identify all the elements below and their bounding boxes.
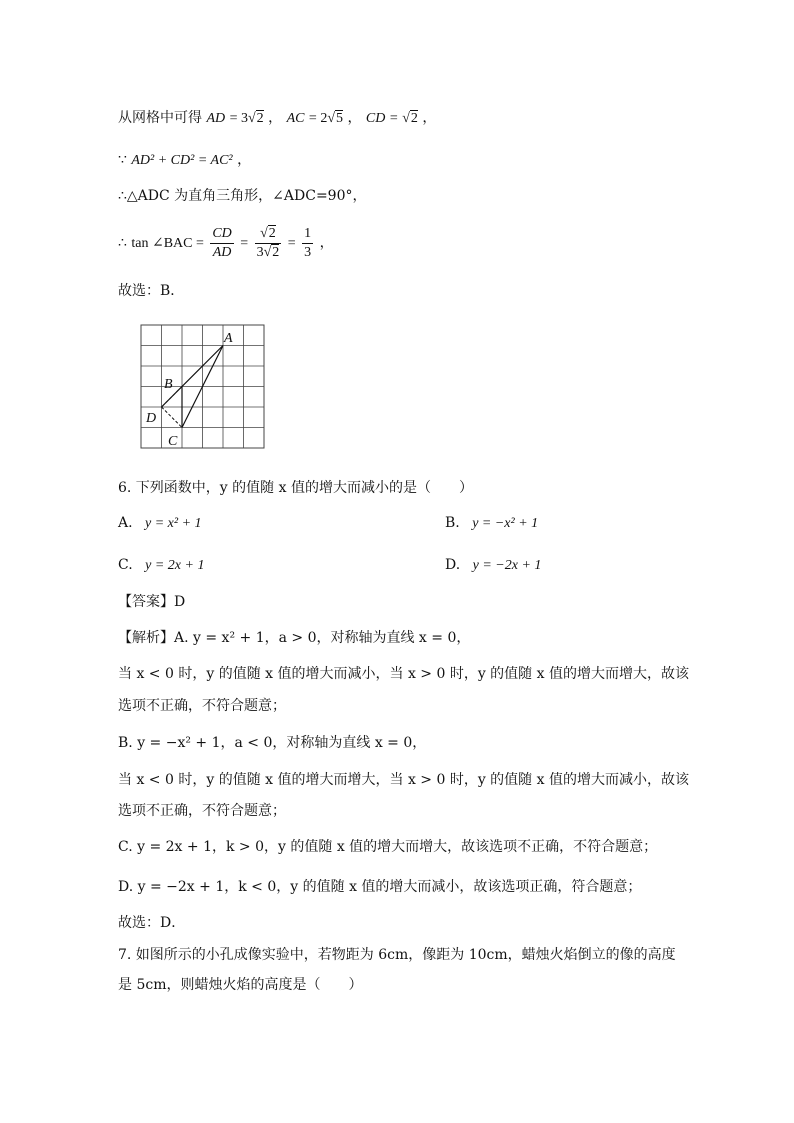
- math-cd-val: =: [389, 111, 398, 126]
- q6-option-c: [118, 555, 204, 576]
- sep: ，: [319, 235, 334, 251]
- question-7-stem-line2: 是 5cm，则蜡烛火焰的高度是（ ）: [118, 977, 363, 993]
- sep: ，: [347, 110, 362, 126]
- text: 从网格中可得: [118, 110, 202, 126]
- option-expr: y = x² + 1: [145, 516, 202, 531]
- q6-analysis-c: C. y = 2x + 1，k > 0，y 的值随 x 值的增大而增大，故该选项不正确，不符合题意；: [118, 839, 658, 855]
- fraction-den-coef: 3: [256, 244, 264, 260]
- q6-analysis-b-conclusion: 选项不正确，不符合题意；: [118, 803, 286, 819]
- option-letter: C.: [118, 557, 133, 573]
- sep: ，: [422, 110, 437, 126]
- because-symbol: ∵: [118, 152, 127, 168]
- math-cd: CD: [365, 111, 386, 126]
- q6-analysis-a-conclusion: 选项不正确，不符合题意；: [118, 698, 286, 714]
- fraction-sqrt: $\frac{√2}{3√2}$: [256, 225, 280, 260]
- math-ac-rad: 5: [336, 111, 344, 126]
- math-ac-val: = 2: [308, 111, 328, 126]
- math-tan: tan ∠BAC =: [131, 236, 204, 251]
- label-a: A: [224, 331, 233, 346]
- option-expr: y = −x² + 1: [472, 516, 539, 531]
- q6-option-a: [118, 513, 202, 534]
- solution-choice-b: 故选：B．: [118, 283, 185, 299]
- solution-line-lengths: 从网格中可得 AD = 3√2 ， AC = 2√5 ， CD = √2 ，: [118, 110, 437, 126]
- fraction-den-rad: 2: [272, 244, 280, 260]
- math-ad: AD: [206, 111, 226, 126]
- math-pythagoras: AD² + CD² = AC²: [131, 153, 233, 168]
- sep: ，: [237, 152, 252, 168]
- q6-analysis-a: 【解析】A. y = x² + 1，a > 0，对称轴为直线 x = 0，: [118, 630, 471, 646]
- q6-analysis-b: B. y = −x² + 1，a < 0，对称轴为直线 x = 0，: [118, 735, 427, 751]
- label-c: C: [168, 434, 178, 449]
- fraction-num: 1: [302, 225, 313, 244]
- option-letter: B.: [445, 515, 460, 531]
- grid-figure: [140, 324, 266, 450]
- label-b: B: [164, 377, 173, 392]
- q6-conclusion: 故选：D．: [118, 915, 186, 931]
- fraction-den: AD: [212, 244, 232, 260]
- label-d: D: [146, 411, 157, 426]
- fraction-den: 3: [304, 244, 312, 260]
- solution-line-tangent: [118, 224, 334, 263]
- math-ac: AC: [286, 111, 305, 126]
- therefore-symbol: ∴: [118, 235, 127, 251]
- q6-answer: 【答案】D: [118, 594, 186, 610]
- option-letter: D.: [445, 557, 461, 573]
- q6-option-b: [445, 513, 538, 534]
- q6-analysis-b-detail: 当 x < 0 时，y 的值随 x 值的增大而增大，当 x > 0 时，y 的值随 x 值的增大而减小，故该: [118, 772, 689, 788]
- fraction-one-third: [302, 225, 313, 262]
- option-expr: y = −2x + 1: [472, 558, 542, 573]
- fraction-cd-ad: [210, 225, 233, 262]
- q6-option-d: [445, 555, 541, 576]
- solution-line-pythagoras: [118, 150, 251, 171]
- q6-analysis-a-detail: 当 x < 0 时，y 的值随 x 值的增大而减小，当 x > 0 时，y 的值随 x 值的增大而增大，故该: [118, 666, 689, 682]
- option-expr: y = 2x + 1: [145, 558, 205, 573]
- equals: =: [240, 236, 249, 251]
- question-6-stem: 6. 下列函数中，y 的值随 x 值的增大而减小的是（ ）: [118, 480, 473, 496]
- option-letter: A.: [118, 515, 133, 531]
- solution-line-right-triangle: ∴△ADC 为直角三角形，∠ADC=90°，: [118, 188, 367, 204]
- equals: =: [287, 236, 296, 251]
- math-ad-rad: 2: [256, 111, 264, 126]
- fraction-num: 2: [268, 225, 276, 241]
- sep: ，: [268, 110, 283, 126]
- math-cd-rad: 2: [410, 111, 418, 126]
- question-7-stem-line1: 7. 如图所示的小孔成像实验中，若物距为 6cm，像距为 10cm，蜡烛火焰倒立的像的高度: [118, 947, 676, 963]
- q6-analysis-d: D. y = −2x + 1，k < 0，y 的值随 x 值的增大而减小，故该选项正确，符合题意；: [118, 879, 642, 895]
- math-ad-val: = 3: [229, 111, 248, 126]
- fraction-num: CD: [210, 225, 233, 244]
- segment-dc-dashed: [162, 407, 183, 428]
